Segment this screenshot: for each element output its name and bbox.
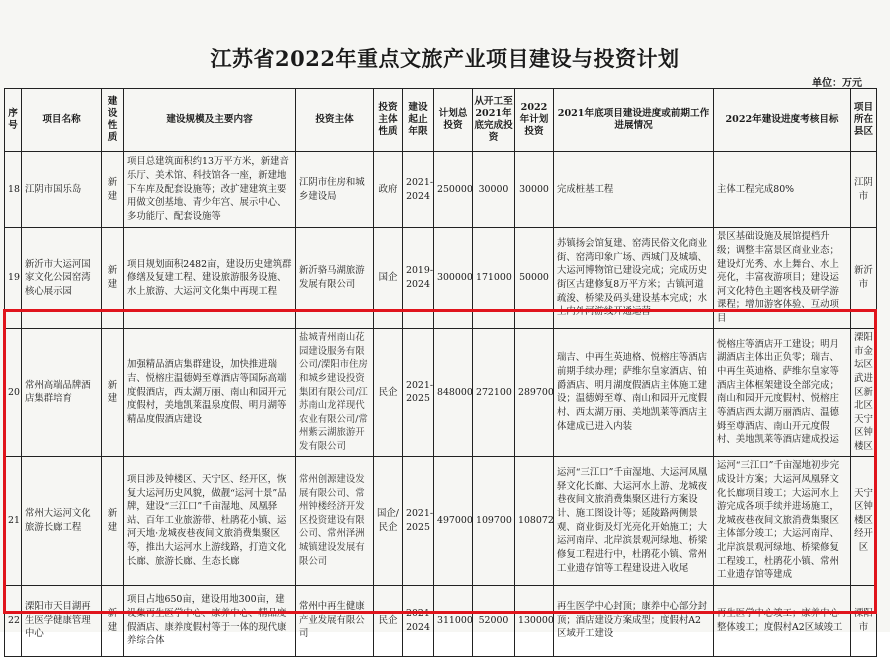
cell-investor-type: 国企: [374, 228, 403, 329]
cell-cumulative: 30000: [473, 152, 515, 228]
cell-name: 新沂市大运河国家文化公园窑湾核心展示园: [22, 228, 102, 329]
cell-scale: 项目规划面积2482亩，建设历史建筑群修缮及复建工程、建设旅游服务设施、水上旅游、大运河文化集中再现工程: [124, 228, 296, 329]
header-target2022: 2022年建设进度考核目标: [714, 89, 851, 152]
table-row: [5, 152, 877, 228]
cell-total: 848000: [434, 329, 473, 457]
header-investor: 投资主体: [296, 89, 374, 152]
cell-plan2022: 130000: [515, 585, 554, 656]
cell-cumulative: 52000: [473, 585, 515, 656]
cell-seq: 20: [5, 329, 22, 457]
cell-seq: 19: [5, 228, 22, 329]
table-row: [5, 329, 877, 457]
header-cumulative: 从开工至2021年底完成投资: [473, 89, 515, 152]
cell-name: 常州高端品牌酒店集群培育: [22, 329, 102, 457]
cell-period: 2021-2025: [403, 456, 434, 585]
cell-target2022: 再生医学中心竣工；康养中心整体竣工；度假村A2区域竣工: [714, 585, 851, 656]
header-total: 计划总投资: [434, 89, 473, 152]
cell-name: 溧阳市天目湖再生医学健康管理中心: [22, 585, 102, 656]
header-period: 建设起止年限: [403, 89, 434, 152]
cell-name: 常州大运河文化旅游长廊工程: [22, 456, 102, 585]
cell-nature: 新建: [102, 456, 124, 585]
header-progress2021: 2021年底项目建设进度或前期工作进展情况: [554, 89, 714, 152]
cell-target2022: 景区基础设施及展馆提档升级；调整丰富景区商业业态；建设灯光秀、水上舞台、水上亮化，丰富夜游项目；建设运河文化特色主题客栈及研学游课程；增加游客体验、互动项目: [714, 228, 851, 329]
cell-nature: 新建: [102, 585, 124, 656]
cell-plan2022: 50000: [515, 228, 554, 329]
table-row: [5, 228, 877, 329]
cell-investor: 新沂骆马湖旅游发展有限公司: [296, 228, 374, 329]
cell-seq: 21: [5, 456, 22, 585]
header-row: [5, 89, 877, 152]
cell-total: 250000: [434, 152, 473, 228]
cell-name: 江阴市国乐岛: [22, 152, 102, 228]
cell-investor-type: 民企: [374, 329, 403, 457]
table-row: [5, 456, 877, 585]
cell-county: 新沂市: [851, 228, 877, 329]
cell-county: 溧阳市: [851, 585, 877, 656]
cell-cumulative: 171000: [473, 228, 515, 329]
header-nature: 建设性质: [102, 89, 124, 152]
cell-total: 300000: [434, 228, 473, 329]
unit-label: 单位：万元: [812, 78, 862, 89]
cell-period: 2021-2024: [403, 585, 434, 656]
header-seq: 序号: [5, 89, 22, 152]
cell-target2022: 主体工程完成80%: [714, 152, 851, 228]
cell-nature: 新建: [102, 228, 124, 329]
cell-county: 江阴市: [851, 152, 877, 228]
cell-progress2021: 瑞吉、中再生英迪格、悦榕庄等酒店前期手续办理；萨维尔皇家酒店、铂爵酒店、明月湖度假酒店主体施工建设；温德姆至尊、南山和园开元度假村、西太湖万丽、美地凯莱等酒店主体建成已进入内装: [554, 329, 714, 457]
cell-investor: 常州中再生健康产业发展有限公司: [296, 585, 374, 656]
cell-total: 497000: [434, 456, 473, 585]
cell-nature: 新建: [102, 329, 124, 457]
cell-period: 2019-2024: [403, 228, 434, 329]
cell-total: 311000: [434, 585, 473, 656]
cell-progress2021: 苏镇扬会馆复建、窑湾民俗文化商业街、窑湾印象广场、西城门及城墙、大运河博物馆已建设完成；完成历史街区古建修复8万平方米；古镇河道疏浚、桥梁及码头建设基本完成；水上内外河游线开通运营: [554, 228, 714, 329]
cell-target2022: 悦榕庄等酒店开工建设；明月湖酒店主体出正负零；瑞吉、中再生英迪格、萨维尔皇家等酒店主体框架建设全部完成；南山和园开元度假村、悦榕庄等酒店西太湖万丽酒店、温德姆至尊酒店、南山开元度假村、美地凯莱等酒店建成投运: [714, 329, 851, 457]
cell-plan2022: 30000: [515, 152, 554, 228]
cell-period: 2021-2024: [403, 152, 434, 228]
cell-seq: 22: [5, 585, 22, 656]
cell-investor: 常州创源建设发展有限公司、常州钟楼经济开发区投资建设有限公司、常州泽洲城镇建设发展有限公司: [296, 456, 374, 585]
header-investor-type: 投资主体性质: [374, 89, 403, 152]
cell-nature: 新建: [102, 152, 124, 228]
cell-cumulative: 109700: [473, 456, 515, 585]
cell-investor: 盐城青州南山花园建设服务有限公司/溧阳市住房和城乡建设投资集团有限公司/江苏南山龙祥现代农业有限公司/常州紫云湖旅游开发有限公司: [296, 329, 374, 457]
cell-scale: 项目占地650亩，建设用地300亩，建设集再生医学中心、康养中心、精品度假酒店、康养度假村等于一体的现代康养综合体: [124, 585, 296, 656]
cell-cumulative: 272100: [473, 329, 515, 457]
cell-scale: 项目涉及钟楼区、天宁区、经开区，恢复大运河历史风貌，做靓“运河十景”品牌，建设“三江口”千亩湿地、凤凰驿站、百年工业旅游带、杜鹃花小镇、运河天地·龙城夜巷夜间文旅消费集聚区等，推出大运河水上游线路，打造文化长廊、旅游长廊、生态长廊: [124, 456, 296, 585]
cell-scale: 项目总建筑面积约13万平方米，新建音乐厅、美术馆、科技馆各一座，新建地下车库及配套设施等；改扩建建筑主要用做文创基地、青少年宫、展示中心、多功能厅、配套设施等: [124, 152, 296, 228]
cell-period: 2021-2025: [403, 329, 434, 457]
cell-progress2021: 再生医学中心封顶；康养中心部分封顶；酒店建设方案成型；度假村A2区域开工建设: [554, 585, 714, 656]
investment-plan-table: [4, 88, 877, 657]
cell-scale: 加强精品酒店集群建设，加快推进瑞吉、悦榕庄温德姆至尊酒店等国际高端度假酒店，西太湖万丽、南山和园开元度假村，美地凯莱温泉度假、明月湖等精品度假酒店建设: [124, 329, 296, 457]
header-county: 项目所在县区: [851, 89, 877, 152]
cell-seq: 18: [5, 152, 22, 228]
cell-investor-type: 国企/民企: [374, 456, 403, 585]
cell-county: 天宁区钟楼区经开区: [851, 456, 877, 585]
cell-progress2021: 运河“三江口”千亩湿地、大运河凤凰驿文化长廊、大运河水上游、龙城夜巷夜间文旅消费集聚区进行方案设计、施工图设计等；延陵路两侧景观、商业街及灯光亮化开始施工；大运河南岸、北岸滨景观河绿地、桥梁修复工程进行中，杜鹃花小镇、常州工业遗存馆等工程建设进入收尾: [554, 456, 714, 585]
cell-progress2021: 完成桩基工程: [554, 152, 714, 228]
cell-investor: 江阴市住房和城乡建设局: [296, 152, 374, 228]
header-scale: 建设规模及主要内容: [124, 89, 296, 152]
cell-investor-type: 政府: [374, 152, 403, 228]
header-name: 项目名称: [22, 89, 102, 152]
cell-plan2022: 289700: [515, 329, 554, 457]
cell-investor-type: 民企: [374, 585, 403, 656]
cell-county: 溧阳市金坛区武进区新北区天宁区钟楼区: [851, 329, 877, 457]
cell-target2022: 运河“三江口”千亩湿地初步完成设计方案；大运河凤凰驿文化长廊项目竣工；大运河水上游完成各项手续并进场施工，龙城夜巷夜间文旅消费集聚区主体部分竣工；大运河南岸、北岸滨景观河绿地、桥梁修复工程竣工，杜鹃花小镇、常州工业遗存馆等建成: [714, 456, 851, 585]
table-row: [5, 585, 877, 656]
header-plan2022: 2022年计划投资: [515, 89, 554, 152]
page-title: 江苏省2022年重点文旅产业项目建设与投资计划: [210, 46, 680, 71]
cell-plan2022: 108072: [515, 456, 554, 585]
